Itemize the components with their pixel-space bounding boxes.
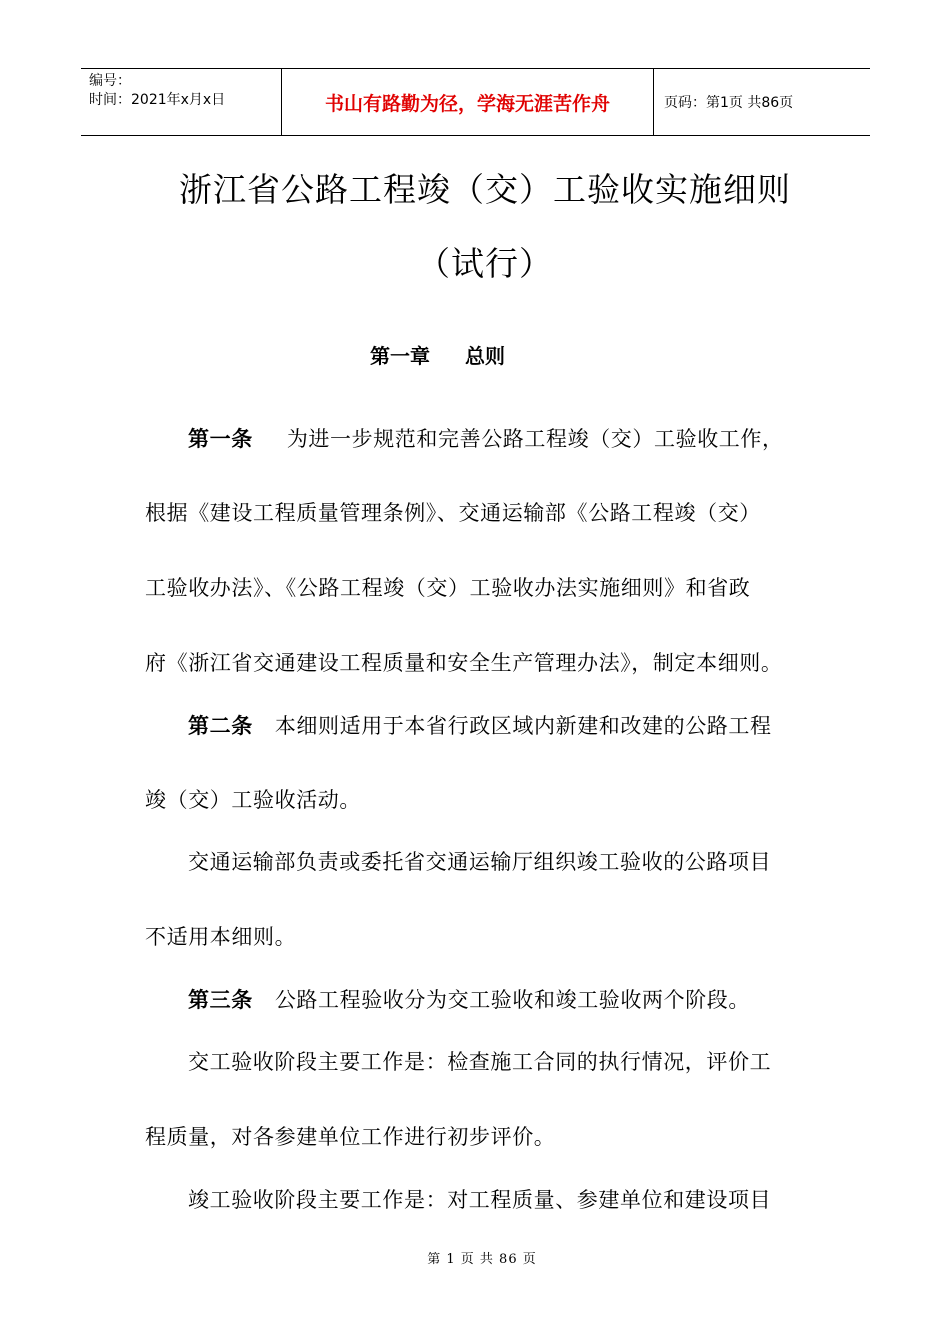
motto-text: 书山有路勤为径，学海无涯苦作舟: [324, 92, 610, 115]
paragraph-line: 工验收办法》、《公路工程竣（交）工验收办法实施细则》和省政: [145, 576, 751, 600]
article-3-text: 公路工程验收分为交工验收和竣工验收两个阶段。: [274, 988, 751, 1012]
article-2-line: [188, 710, 772, 740]
paragraph-line: 根据《建设工程质量管理条例》、交通运输部《公路工程竣（交）: [145, 501, 761, 525]
article-2-heading: 第二条: [188, 714, 253, 738]
article-1-heading: 第一条: [188, 427, 253, 451]
header-motto-cell: [281, 69, 654, 135]
article-1-line: [188, 423, 784, 453]
page-footer: 第 1 页 共 86 页: [427, 1252, 537, 1267]
document-subtitle: （试行）: [417, 244, 553, 283]
time-label: 时间：2021年x月x日: [89, 92, 226, 108]
paragraph-line: 府《浙江省交通建设工程质量和安全生产管理办法》，制定本细则。: [145, 651, 783, 675]
number-label: 编号：: [89, 73, 131, 89]
paragraph-line: 竣（交）工验收活动。: [145, 788, 361, 812]
article-1-text: 为进一步规范和完善公路工程竣（交）工验收工作，: [286, 427, 784, 451]
header-table: [81, 68, 870, 136]
header-page-cell: [654, 69, 870, 135]
paragraph-line: 交工验收阶段主要工作是：检查施工合同的执行情况，评价工: [188, 1050, 772, 1074]
page-info: 页码：第1页 共86页: [664, 95, 794, 111]
document-title: 浙江省公路工程竣（交）工验收实施细则: [179, 170, 791, 209]
header-meta-cell: [81, 69, 281, 135]
article-3-heading: 第三条: [188, 988, 253, 1012]
paragraph-line: 交通运输部负责或委托省交通运输厅组织竣工验收的公路项目: [188, 850, 772, 874]
article-3-line: [188, 984, 750, 1014]
chapter-heading: 第一章 总则: [370, 344, 505, 368]
paragraph-line: 竣工验收阶段主要工作是：对工程质量、参建单位和建设项目: [188, 1188, 772, 1212]
paragraph-line: 不适用本细则。: [145, 925, 297, 949]
article-2-text: 本细则适用于本省行政区域内新建和改建的公路工程: [274, 714, 772, 738]
paragraph-line: 程质量，对各参建单位工作进行初步评价。: [145, 1125, 556, 1149]
